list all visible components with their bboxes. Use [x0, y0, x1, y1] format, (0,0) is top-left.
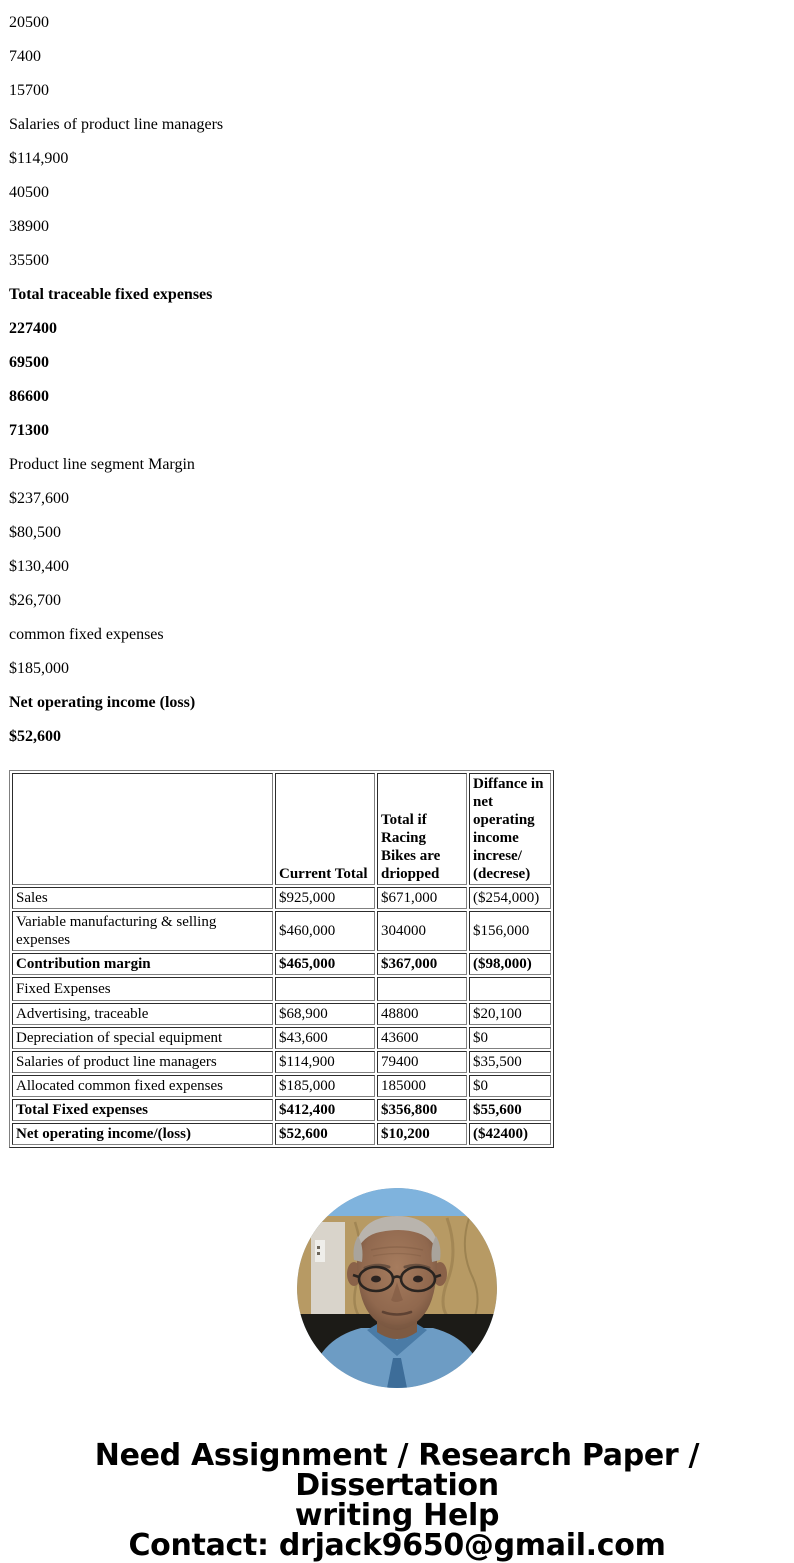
statement-line: Salaries of product line managers — [9, 116, 224, 133]
statement-line: $185,000 — [9, 660, 69, 677]
cell-label: Advertising, traceable — [12, 1003, 273, 1025]
cell-total-if-dropped — [377, 977, 467, 1001]
cell-current-total: $43,600 — [275, 1027, 375, 1049]
cell-difference: $55,600 — [469, 1099, 551, 1121]
cell-total-if-dropped: $356,800 — [377, 1099, 467, 1121]
statement-line: 227400 — [9, 320, 57, 337]
statement-line: 7400 — [9, 48, 41, 65]
table-row — [12, 1099, 551, 1121]
header-cell-current-total: Current Total — [275, 773, 375, 885]
cell-current-total: $412,400 — [275, 1099, 375, 1121]
statement-line: $80,500 — [9, 524, 61, 541]
table-row — [12, 953, 551, 975]
cell-label: Variable manufacturing & selling expenses — [12, 911, 273, 951]
cell-difference: $0 — [469, 1075, 551, 1097]
statement-line: $237,600 — [9, 490, 69, 507]
cell-current-total: $68,900 — [275, 1003, 375, 1025]
comparison-table-wrapper — [0, 770, 794, 1148]
cell-difference: $35,500 — [469, 1051, 551, 1073]
promo-contact-line: Contact: drjack9650@gmail.com — [128, 1528, 666, 1563]
table-row — [12, 977, 551, 1001]
cell-total-if-dropped: $671,000 — [377, 887, 467, 909]
promo-line-1: Need Assignment / Research Paper / Dissertation — [94, 1438, 700, 1503]
cell-label: Net operating income/(loss) — [12, 1123, 273, 1145]
statement-line: 38900 — [9, 218, 49, 235]
statement-line: $26,700 — [9, 592, 61, 609]
statement-line: 40500 — [9, 184, 49, 201]
cell-total-if-dropped: 185000 — [377, 1075, 467, 1097]
cell-current-total: $52,600 — [275, 1123, 375, 1145]
table-row — [12, 1123, 551, 1145]
table-row — [12, 911, 551, 951]
cell-difference: ($98,000) — [469, 953, 551, 975]
table-row — [12, 1075, 551, 1097]
header-cell-difference: Diffance in net operating income increse/ (decrese) — [469, 773, 551, 885]
cell-label: Contribution margin — [12, 953, 273, 975]
cell-difference: $156,000 — [469, 911, 551, 951]
cell-current-total: $925,000 — [275, 887, 375, 909]
cell-current-total: $465,000 — [275, 953, 375, 975]
cell-label: Depreciation of special equipment — [12, 1027, 273, 1049]
avatar — [297, 1188, 497, 1388]
statement-line: Net operating income (loss) — [9, 694, 196, 711]
cell-difference — [469, 977, 551, 1001]
cell-current-total — [275, 977, 375, 1001]
cell-current-total: $185,000 — [275, 1075, 375, 1097]
cell-label: Fixed Expenses — [12, 977, 273, 1001]
cell-label: Total Fixed expenses — [12, 1099, 273, 1121]
cell-total-if-dropped: 48800 — [377, 1003, 467, 1025]
cell-difference: ($254,000) — [469, 887, 551, 909]
portrait-block — [0, 1188, 794, 1393]
cell-label: Allocated common fixed expenses — [12, 1075, 273, 1097]
cell-current-total: $114,900 — [275, 1051, 375, 1073]
cell-label: Sales — [12, 887, 273, 909]
statement-line: Total traceable fixed expenses — [9, 286, 213, 303]
cell-difference: ($42400) — [469, 1123, 551, 1145]
cell-current-total: $460,000 — [275, 911, 375, 951]
table-header-row — [12, 773, 551, 885]
cell-difference: $0 — [469, 1027, 551, 1049]
statement-line: $114,900 — [9, 150, 69, 167]
cell-total-if-dropped: $367,000 — [377, 953, 467, 975]
comparison-table — [9, 770, 554, 1148]
cell-difference: $20,100 — [469, 1003, 551, 1025]
header-cell-label — [12, 773, 273, 885]
table-row — [12, 1051, 551, 1073]
cell-total-if-dropped: $10,200 — [377, 1123, 467, 1145]
promo-footer — [0, 1438, 794, 1563]
statement-line: 69500 — [9, 354, 49, 371]
statement-line: $130,400 — [9, 558, 69, 575]
cell-total-if-dropped: 304000 — [377, 911, 467, 951]
cell-total-if-dropped: 79400 — [377, 1051, 467, 1073]
table-row — [12, 1027, 551, 1049]
statement-line: Product line segment Margin — [9, 456, 195, 473]
statement-line: 15700 — [9, 82, 49, 99]
statement-lines — [0, 14, 794, 746]
statement-line: 35500 — [9, 252, 49, 269]
cell-total-if-dropped: 43600 — [377, 1027, 467, 1049]
table-row — [12, 887, 551, 909]
statement-line: 20500 — [9, 14, 49, 31]
page-root — [0, 14, 794, 1561]
table-row — [12, 1003, 551, 1025]
statement-line: 86600 — [9, 388, 49, 405]
statement-line: common fixed expenses — [9, 626, 164, 643]
header-cell-total-if-dropped: Total if Racing Bikes are driopped — [377, 773, 467, 885]
promo-line-2: writing Help — [294, 1498, 500, 1533]
statement-line: $52,600 — [9, 728, 61, 745]
cell-label: Salaries of product line managers — [12, 1051, 273, 1073]
statement-line: 71300 — [9, 422, 49, 439]
portrait-illustration — [297, 1188, 497, 1388]
